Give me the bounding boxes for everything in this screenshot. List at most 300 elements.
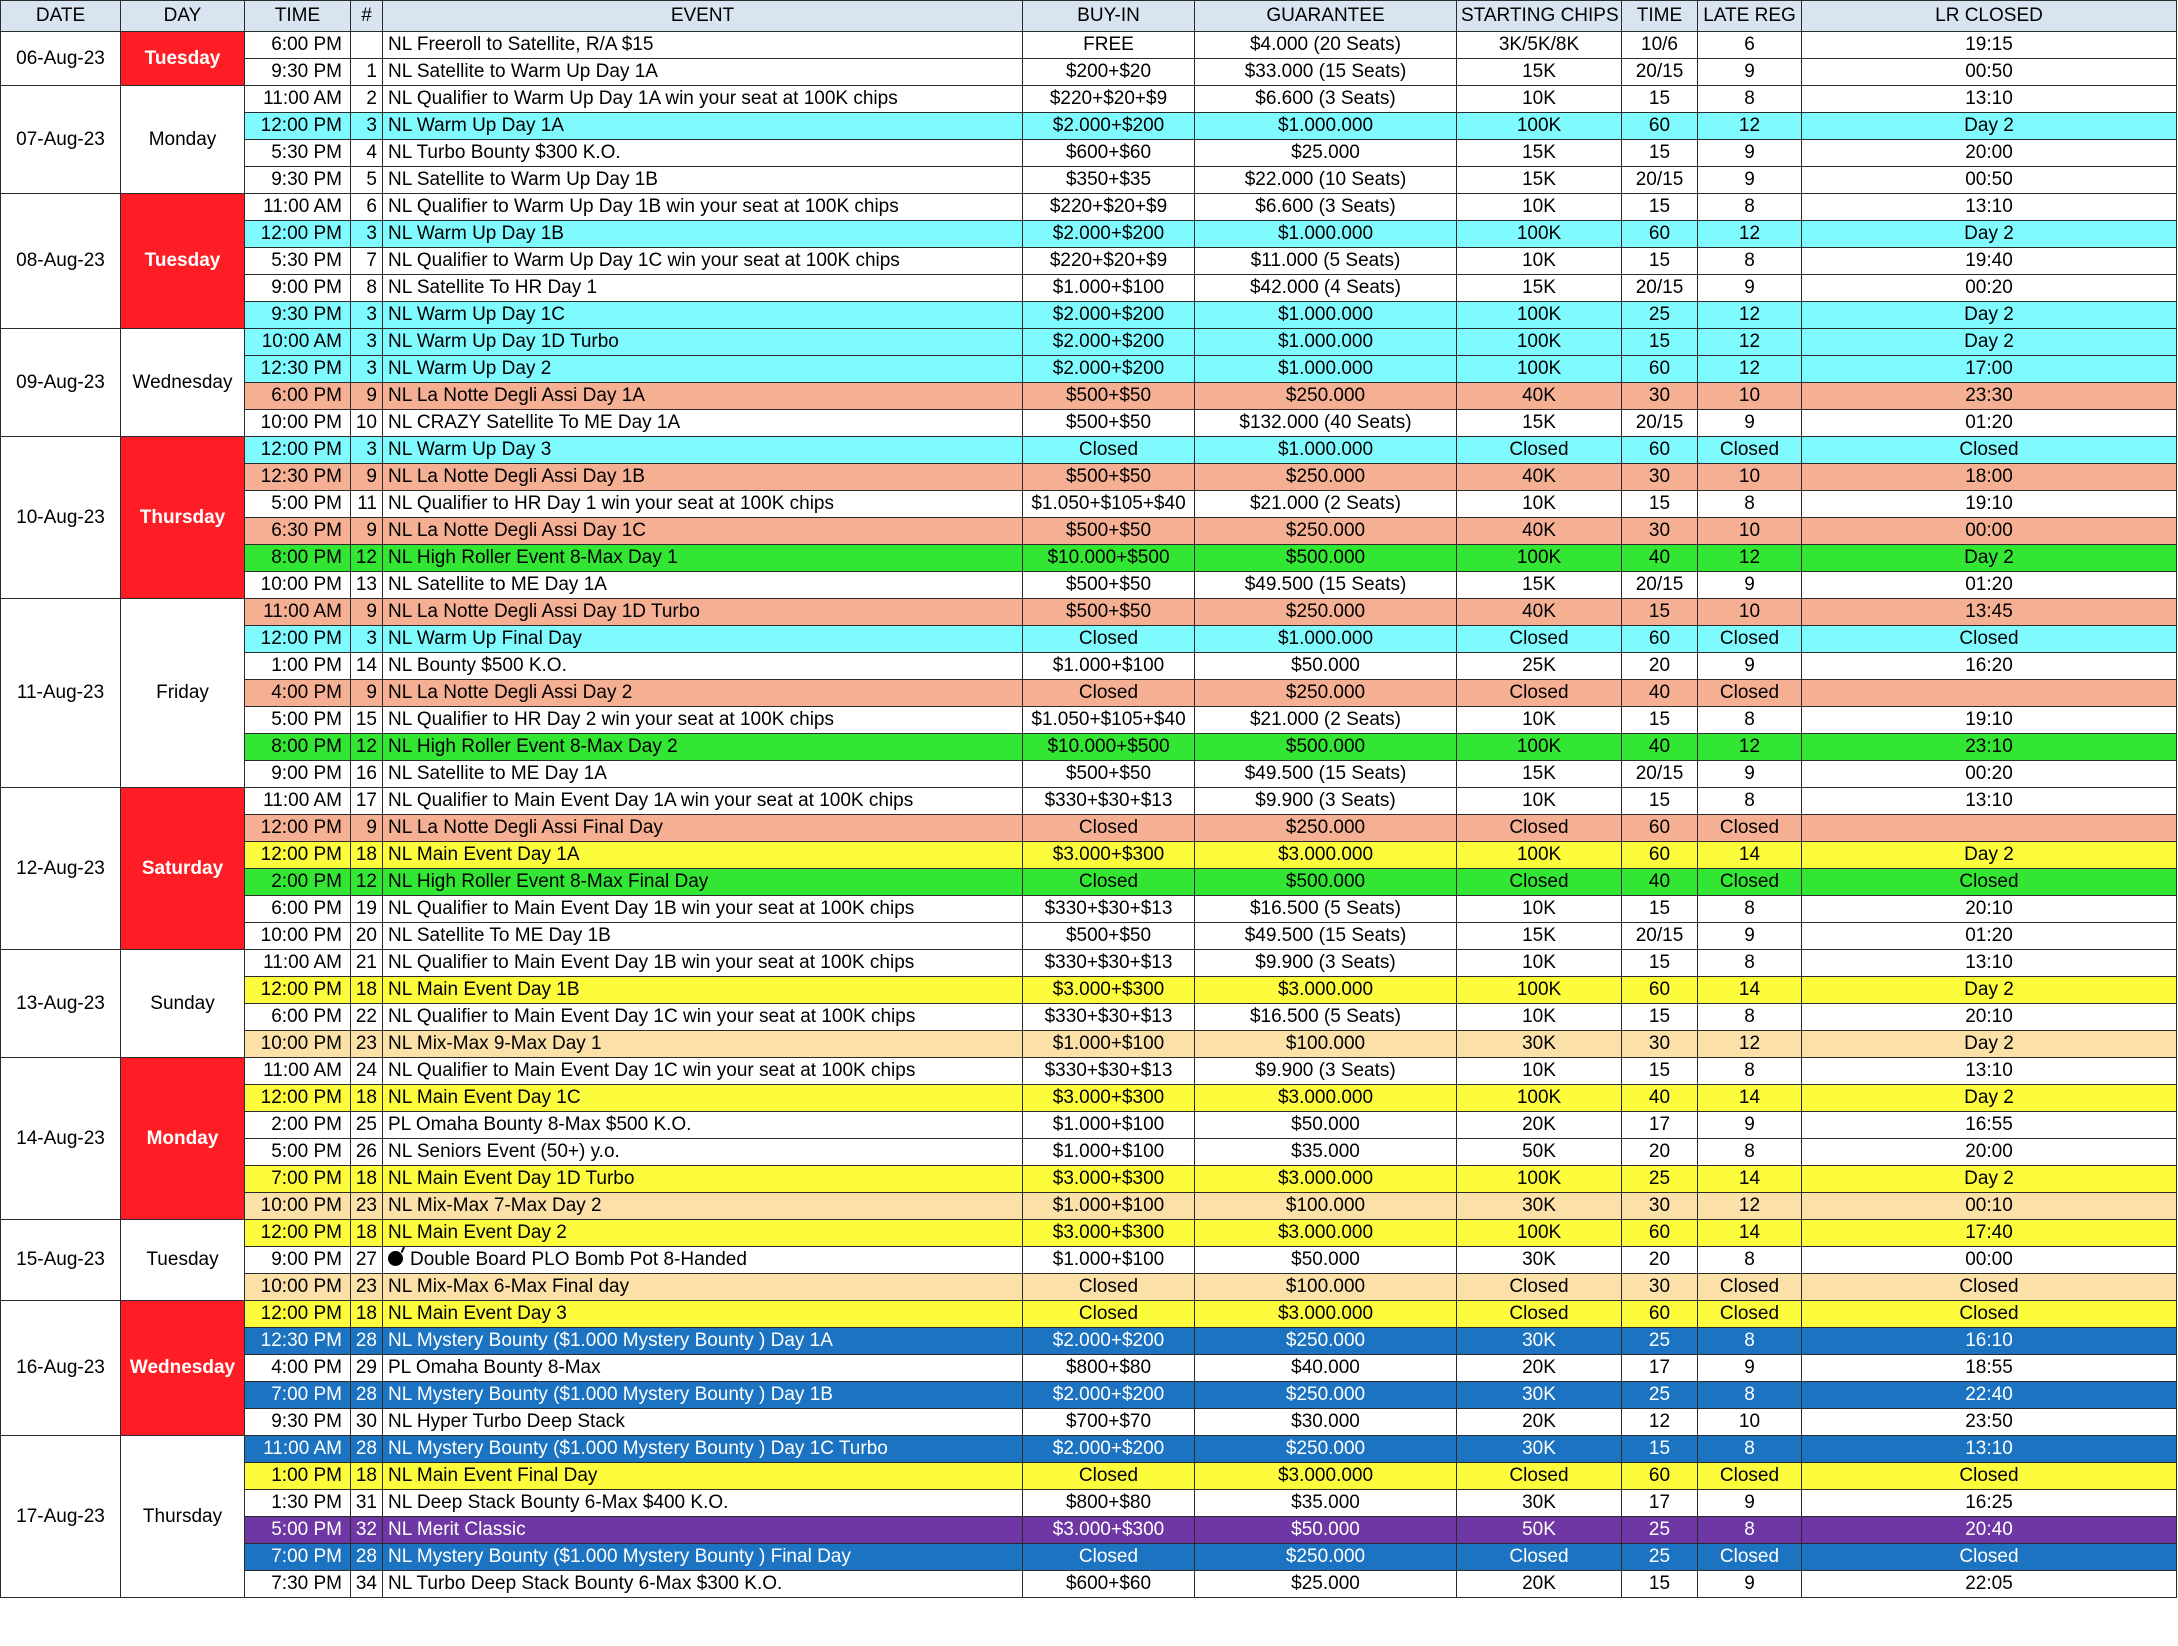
time-cell: 11:00 AM [245,194,351,221]
event-number-cell: 12 [351,869,383,896]
level-time-cell: 15 [1622,1571,1698,1598]
starting-chips-cell: 100K [1457,302,1622,329]
starting-chips-cell: 30K [1457,1031,1622,1058]
guarantee-cell: $22.000 (10 Seats) [1195,167,1457,194]
event-name-cell: PL Omaha Bounty 8-Max $500 K.O. [383,1112,1023,1139]
starting-chips-cell: 25K [1457,653,1622,680]
level-time-cell: 60 [1622,977,1698,1004]
late-reg-cell: 14 [1698,1220,1802,1247]
level-time-cell: 20 [1622,1247,1698,1274]
event-row[interactable] [1,1490,2177,1517]
late-reg-cell: 8 [1698,491,1802,518]
event-row[interactable] [1,1382,2177,1409]
event-row[interactable] [1,113,2177,140]
event-row[interactable] [1,1571,2177,1598]
event-number-cell: 7 [351,248,383,275]
event-row[interactable] [1,1328,2177,1355]
guarantee-cell: $3.000.000 [1195,1463,1457,1490]
event-row[interactable] [1,1301,2177,1328]
starting-chips-cell: 100K [1457,842,1622,869]
lr-closed-cell: 17:40 [1802,1220,2177,1247]
event-row[interactable] [1,1031,2177,1058]
event-number-cell: 19 [351,896,383,923]
event-row[interactable] [1,59,2177,86]
event-row[interactable] [1,1544,2177,1571]
event-number-cell: 4 [351,140,383,167]
level-time-cell: 40 [1622,1085,1698,1112]
level-time-cell: 40 [1622,734,1698,761]
event-number-cell: 26 [351,1139,383,1166]
lr-closed-cell: Closed [1802,437,2177,464]
level-time-cell: 25 [1622,1544,1698,1571]
starting-chips-cell: 15K [1457,761,1622,788]
event-name-cell: NL Qualifier to Main Event Day 1C win your seat at 100K chips [383,1004,1023,1031]
event-name-cell: NL Mystery Bounty ($1.000 Mystery Bounty ) Day 1A [383,1328,1023,1355]
time-cell: 9:00 PM [245,761,351,788]
event-row[interactable] [1,1409,2177,1436]
late-reg-cell: 8 [1698,1004,1802,1031]
event-name-cell: NL Satellite To ME Day 1B [383,923,1023,950]
buyin-cell: Closed [1023,680,1195,707]
late-reg-cell: 8 [1698,950,1802,977]
level-time-cell: 15 [1622,86,1698,113]
col-header-late-reg[interactable]: LATE REG [1698,1,1802,32]
starting-chips-cell: 20K [1457,1409,1622,1436]
guarantee-cell: $500.000 [1195,734,1457,761]
event-name-cell: NL Mix-Max 7-Max Day 2 [383,1193,1023,1220]
event-name-cell: NL Warm Up Day 2 [383,356,1023,383]
buyin-cell: $1.050+$105+$40 [1023,491,1195,518]
level-time-cell: 60 [1622,626,1698,653]
time-cell: 10:00 AM [245,329,351,356]
buyin-cell: $3.000+$300 [1023,1220,1195,1247]
late-reg-cell: 9 [1698,1112,1802,1139]
event-name-cell: NL Main Event Final Day [383,1463,1023,1490]
event-name-cell: NL Seniors Event (50+) y.o. [383,1139,1023,1166]
event-row[interactable] [1,329,2177,356]
time-cell: 9:30 PM [245,167,351,194]
level-time-cell: 20/15 [1622,59,1698,86]
lr-closed-cell: 19:15 [1802,32,2177,59]
buyin-cell: $2.000+$200 [1023,356,1195,383]
col-header-buyin[interactable]: BUY-IN [1023,1,1195,32]
starting-chips-cell: Closed [1457,815,1622,842]
starting-chips-cell: 100K [1457,329,1622,356]
starting-chips-cell: 100K [1457,545,1622,572]
col-header-level-time[interactable]: TIME [1622,1,1698,32]
event-number-cell: 21 [351,950,383,977]
event-number-cell: 30 [351,1409,383,1436]
buyin-cell: $500+$50 [1023,923,1195,950]
buyin-cell: Closed [1023,1463,1195,1490]
event-name-cell: NL Main Event Day 3 [383,1301,1023,1328]
level-time-cell: 30 [1622,1274,1698,1301]
event-row[interactable] [1,275,2177,302]
guarantee-cell: $250.000 [1195,680,1457,707]
guarantee-cell: $1.000.000 [1195,626,1457,653]
date-cell: 15-Aug-23 [1,1220,121,1301]
col-header-number[interactable]: # [351,1,383,32]
level-time-cell: 20/15 [1622,572,1698,599]
event-row[interactable] [1,167,2177,194]
event-row[interactable] [1,383,2177,410]
lr-closed-cell: Closed [1802,1274,2177,1301]
level-time-cell: 25 [1622,1517,1698,1544]
time-cell: 1:30 PM [245,1490,351,1517]
buyin-cell: Closed [1023,869,1195,896]
time-cell: 7:00 PM [245,1382,351,1409]
event-row[interactable] [1,437,2177,464]
level-time-cell: 20 [1622,1139,1698,1166]
time-cell: 10:00 PM [245,410,351,437]
buyin-cell: $220+$20+$9 [1023,86,1195,113]
event-row[interactable] [1,1058,2177,1085]
date-cell: 12-Aug-23 [1,788,121,950]
event-row[interactable] [1,518,2177,545]
event-row[interactable] [1,302,2177,329]
late-reg-cell: 12 [1698,302,1802,329]
time-cell: 6:00 PM [245,896,351,923]
level-time-cell: 15 [1622,1058,1698,1085]
event-row[interactable] [1,464,2177,491]
buyin-cell: $3.000+$300 [1023,1085,1195,1112]
late-reg-cell: 6 [1698,32,1802,59]
event-row[interactable] [1,1355,2177,1382]
event-row[interactable] [1,1436,2177,1463]
starting-chips-cell: 10K [1457,248,1622,275]
buyin-cell: $2.000+$200 [1023,113,1195,140]
buyin-cell: $600+$60 [1023,140,1195,167]
event-name-cell: NL Turbo Bounty $300 K.O. [383,140,1023,167]
event-name-cell: NL Merit Classic [383,1517,1023,1544]
starting-chips-cell: 30K [1457,1193,1622,1220]
level-time-cell: 10/6 [1622,32,1698,59]
date-cell: 13-Aug-23 [1,950,121,1058]
event-row[interactable] [1,1193,2177,1220]
event-row[interactable] [1,1517,2177,1544]
level-time-cell: 60 [1622,113,1698,140]
level-time-cell: 15 [1622,599,1698,626]
starting-chips-cell: Closed [1457,1274,1622,1301]
time-cell: 12:00 PM [245,221,351,248]
lr-closed-cell: Day 2 [1802,977,2177,1004]
col-header-event[interactable]: EVENT [383,1,1023,32]
lr-closed-cell [1802,815,2177,842]
late-reg-cell: 10 [1698,383,1802,410]
time-cell: 10:00 PM [245,572,351,599]
buyin-cell: $800+$80 [1023,1490,1195,1517]
guarantee-cell: $49.500 (15 Seats) [1195,761,1457,788]
event-row[interactable] [1,923,2177,950]
event-row[interactable] [1,815,2177,842]
time-cell: 5:30 PM [245,248,351,275]
starting-chips-cell: 30K [1457,1328,1622,1355]
guarantee-cell: $50.000 [1195,1517,1457,1544]
starting-chips-cell: 10K [1457,1004,1622,1031]
event-name-cell: NL Warm Up Day 1A [383,113,1023,140]
event-row[interactable] [1,1463,2177,1490]
buyin-cell: $2.000+$200 [1023,329,1195,356]
late-reg-cell: 9 [1698,1571,1802,1598]
event-name-cell: NL Turbo Deep Stack Bounty 6-Max $300 K.O. [383,1571,1023,1598]
event-number-cell: 34 [351,1571,383,1598]
event-number-cell: 9 [351,599,383,626]
starting-chips-cell: 100K [1457,977,1622,1004]
time-cell: 6:00 PM [245,32,351,59]
guarantee-cell: $500.000 [1195,545,1457,572]
level-time-cell: 25 [1622,1328,1698,1355]
date-cell: 07-Aug-23 [1,86,121,194]
event-row[interactable] [1,599,2177,626]
level-time-cell: 12 [1622,1409,1698,1436]
event-number-cell: 3 [351,437,383,464]
starting-chips-cell: Closed [1457,1301,1622,1328]
time-cell: 5:30 PM [245,140,351,167]
event-number-cell: 8 [351,275,383,302]
time-cell: 9:00 PM [245,275,351,302]
level-time-cell: 60 [1622,356,1698,383]
buyin-cell: $330+$30+$13 [1023,896,1195,923]
guarantee-cell: $3.000.000 [1195,1085,1457,1112]
level-time-cell: 40 [1622,869,1698,896]
level-time-cell: 20/15 [1622,410,1698,437]
guarantee-cell: $49.500 (15 Seats) [1195,572,1457,599]
time-cell: 10:00 PM [245,1031,351,1058]
event-name-cell: NL Qualifier to Warm Up Day 1A win your seat at 100K chips [383,86,1023,113]
buyin-cell: $1.000+$100 [1023,1139,1195,1166]
event-row[interactable] [1,194,2177,221]
event-number-cell: 12 [351,734,383,761]
starting-chips-cell: 10K [1457,194,1622,221]
time-cell: 10:00 PM [245,1274,351,1301]
event-row[interactable] [1,1112,2177,1139]
col-header-starting-chips[interactable]: STARTING CHIPS [1457,1,1622,32]
event-number-cell [351,32,383,59]
late-reg-cell: 10 [1698,464,1802,491]
event-row[interactable] [1,869,2177,896]
buyin-cell: FREE [1023,32,1195,59]
event-row[interactable] [1,572,2177,599]
time-cell: 12:00 PM [245,842,351,869]
starting-chips-cell: 10K [1457,950,1622,977]
date-cell: 16-Aug-23 [1,1301,121,1436]
level-time-cell: 15 [1622,248,1698,275]
event-number-cell: 2 [351,86,383,113]
buyin-cell: $1.000+$100 [1023,1112,1195,1139]
buyin-cell: $1.050+$105+$40 [1023,707,1195,734]
late-reg-cell: 9 [1698,410,1802,437]
buyin-cell: $500+$50 [1023,410,1195,437]
time-cell: 12:00 PM [245,977,351,1004]
event-row[interactable] [1,248,2177,275]
level-time-cell: 60 [1622,1220,1698,1247]
event-name-cell [383,1247,1023,1274]
event-row[interactable] [1,788,2177,815]
event-number-cell: 9 [351,383,383,410]
event-number-cell: 9 [351,815,383,842]
buyin-cell: $2.000+$200 [1023,1382,1195,1409]
event-row[interactable] [1,950,2177,977]
event-row[interactable] [1,1166,2177,1193]
level-time-cell: 60 [1622,1301,1698,1328]
event-name-cell: NL Freeroll to Satellite, R/A $15 [383,32,1023,59]
level-time-cell: 40 [1622,545,1698,572]
buyin-cell: $330+$30+$13 [1023,788,1195,815]
late-reg-cell: 12 [1698,356,1802,383]
level-time-cell: 30 [1622,464,1698,491]
day-cell: Monday [121,86,245,194]
event-row[interactable] [1,680,2177,707]
time-cell: 12:30 PM [245,464,351,491]
event-row[interactable] [1,1085,2177,1112]
buyin-cell: $220+$20+$9 [1023,248,1195,275]
time-cell: 5:00 PM [245,707,351,734]
lr-closed-cell: 18:55 [1802,1355,2177,1382]
time-cell: 11:00 AM [245,950,351,977]
guarantee-cell: $132.000 (40 Seats) [1195,410,1457,437]
lr-closed-cell: Day 2 [1802,1085,2177,1112]
lr-closed-cell: 01:20 [1802,923,2177,950]
event-row[interactable] [1,734,2177,761]
guarantee-cell: $35.000 [1195,1139,1457,1166]
buyin-cell: $330+$30+$13 [1023,1004,1195,1031]
event-row[interactable] [1,410,2177,437]
event-number-cell: 18 [351,1220,383,1247]
starting-chips-cell: 20K [1457,1355,1622,1382]
event-row[interactable] [1,977,2177,1004]
event-number-cell: 9 [351,464,383,491]
day-cell: Wednesday [121,1301,245,1436]
level-time-cell: 30 [1622,1031,1698,1058]
col-header-day[interactable]: DAY [121,1,245,32]
late-reg-cell: Closed [1698,626,1802,653]
guarantee-cell: $49.500 (15 Seats) [1195,923,1457,950]
event-number-cell: 23 [351,1031,383,1058]
time-cell: 10:00 PM [245,1193,351,1220]
lr-closed-cell: 16:25 [1802,1490,2177,1517]
event-row[interactable] [1,32,2177,59]
level-time-cell: 20/15 [1622,167,1698,194]
starting-chips-cell: 10K [1457,707,1622,734]
time-cell: 12:00 PM [245,1085,351,1112]
event-number-cell: 28 [351,1544,383,1571]
late-reg-cell: 8 [1698,86,1802,113]
late-reg-cell: 9 [1698,1355,1802,1382]
lr-closed-cell: 20:00 [1802,140,2177,167]
event-number-cell: 18 [351,1085,383,1112]
lr-closed-cell: Closed [1802,1301,2177,1328]
late-reg-cell: Closed [1698,815,1802,842]
time-cell: 5:00 PM [245,491,351,518]
event-number-cell: 18 [351,1166,383,1193]
event-row[interactable] [1,896,2177,923]
event-number-cell: 25 [351,1112,383,1139]
late-reg-cell: 12 [1698,545,1802,572]
event-number-cell: 10 [351,410,383,437]
lr-closed-cell: 13:45 [1802,599,2177,626]
buyin-cell: Closed [1023,815,1195,842]
event-row[interactable] [1,1274,2177,1301]
event-number-cell: 24 [351,1058,383,1085]
event-name-text: Double Board PLO Bomb Pot 8-Handed [410,1249,747,1270]
event-number-cell: 3 [351,221,383,248]
event-row[interactable] [1,653,2177,680]
starting-chips-cell: Closed [1457,1463,1622,1490]
starting-chips-cell: 100K [1457,1220,1622,1247]
buyin-cell: $1.000+$100 [1023,1247,1195,1274]
event-row[interactable] [1,842,2177,869]
level-time-cell: 15 [1622,896,1698,923]
late-reg-cell: Closed [1698,1544,1802,1571]
col-header-guarantee[interactable]: GUARANTEE [1195,1,1457,32]
lr-closed-cell: 20:40 [1802,1517,2177,1544]
col-header-time[interactable]: TIME [245,1,351,32]
event-row[interactable] [1,86,2177,113]
lr-closed-cell: 23:10 [1802,734,2177,761]
level-time-cell: 15 [1622,788,1698,815]
late-reg-cell: 9 [1698,275,1802,302]
event-number-cell: 18 [351,1301,383,1328]
starting-chips-cell: 10K [1457,86,1622,113]
lr-closed-cell: 23:50 [1802,1409,2177,1436]
lr-closed-cell: 13:10 [1802,194,2177,221]
event-row[interactable] [1,1220,2177,1247]
level-time-cell: 15 [1622,194,1698,221]
level-time-cell: 15 [1622,950,1698,977]
event-row[interactable] [1,356,2177,383]
event-number-cell: 9 [351,518,383,545]
time-cell: 11:00 AM [245,788,351,815]
event-name-cell: NL Main Event Day 1C [383,1085,1023,1112]
late-reg-cell: 12 [1698,1193,1802,1220]
bomb-icon [388,1251,403,1266]
event-row[interactable] [1,707,2177,734]
starting-chips-cell: 15K [1457,167,1622,194]
event-row[interactable] [1,491,2177,518]
starting-chips-cell: 30K [1457,1490,1622,1517]
event-row[interactable] [1,221,2177,248]
event-row[interactable] [1,761,2177,788]
event-name-cell: NL Qualifier to Warm Up Day 1B win your seat at 100K chips [383,194,1023,221]
level-time-cell: 15 [1622,1004,1698,1031]
time-cell: 2:00 PM [245,869,351,896]
buyin-cell: $10.000+$500 [1023,545,1195,572]
event-number-cell: 3 [351,113,383,140]
event-row[interactable] [1,545,2177,572]
event-row[interactable] [1,1004,2177,1031]
day-cell: Thursday [121,1436,245,1598]
starting-chips-cell: 30K [1457,1382,1622,1409]
time-cell: 2:00 PM [245,1112,351,1139]
time-cell: 4:00 PM [245,1355,351,1382]
event-name-cell: NL Main Event Day 1D Turbo [383,1166,1023,1193]
event-row[interactable] [1,626,2177,653]
lr-closed-cell: 19:10 [1802,491,2177,518]
event-row[interactable] [1,1247,2177,1274]
event-row[interactable] [1,140,2177,167]
buyin-cell: $330+$30+$13 [1023,1058,1195,1085]
lr-closed-cell: Closed [1802,1463,2177,1490]
guarantee-cell: $11.000 (5 Seats) [1195,248,1457,275]
event-row[interactable] [1,1139,2177,1166]
col-header-date[interactable]: DATE [1,1,121,32]
level-time-cell: 60 [1622,221,1698,248]
event-name-cell: NL Qualifier to HR Day 2 win your seat at 100K chips [383,707,1023,734]
col-header-lr-closed[interactable]: LR CLOSED [1802,1,2177,32]
starting-chips-cell: 20K [1457,1112,1622,1139]
starting-chips-cell: 40K [1457,518,1622,545]
day-cell: Tuesday [121,32,245,86]
